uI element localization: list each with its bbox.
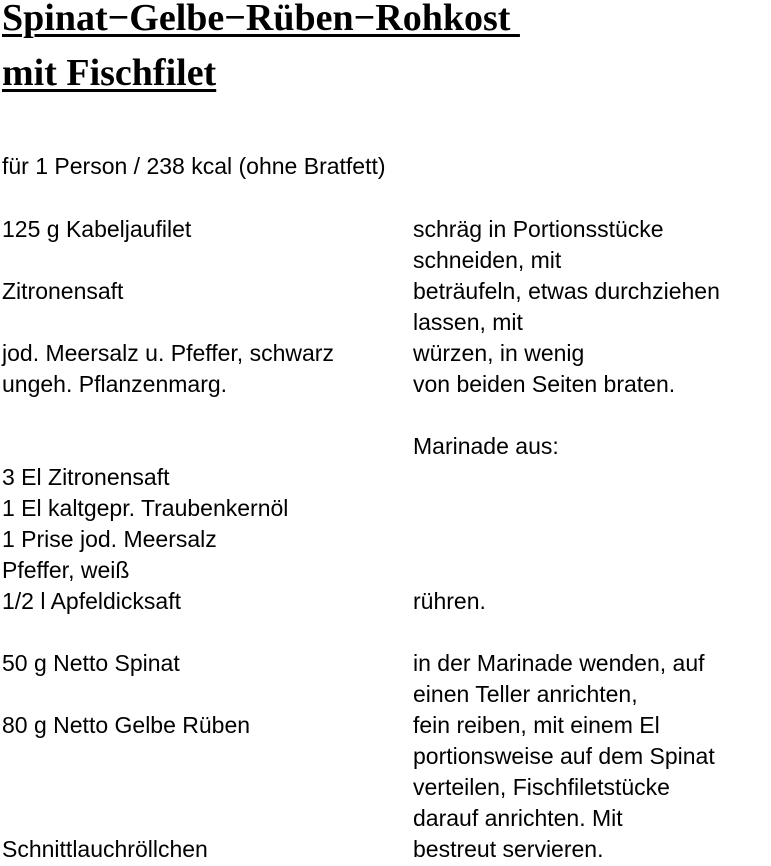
ingredient: jod. Meersalz u. Pfeffer, schwarz [2, 340, 334, 366]
ingredient: 3 El Zitronensaft [2, 464, 170, 490]
ingredient: 80 g Netto Gelbe Rüben [2, 712, 251, 738]
ingredient [0, 431, 413, 462]
instruction [413, 462, 771, 493]
recipe-row [0, 431, 771, 462]
recipe-row [0, 524, 771, 555]
instruction [413, 524, 771, 555]
recipe-row [0, 834, 771, 865]
recipe-row [0, 648, 771, 710]
instruction: in der Marinade wenden, auf einen Teller anrichten, [413, 650, 705, 707]
recipe-row [0, 338, 771, 369]
recipe-row [0, 369, 771, 400]
instruction [413, 493, 771, 524]
instruction: von beiden Seiten braten. [413, 371, 676, 397]
ingredient: 1 Prise jod. Meersalz [2, 526, 217, 552]
recipe-row [0, 276, 771, 338]
ingredient: 125 g Kabeljaufilet [2, 216, 192, 242]
instruction: schräg in Portionsstücke schneiden, mit [413, 216, 664, 273]
instruction: Marinade aus: [413, 433, 559, 459]
ingredient [0, 617, 413, 648]
instruction [413, 400, 771, 431]
ingredient: Zitronensaft [2, 278, 124, 304]
blank-row [0, 617, 771, 648]
recipe-title-line-1: Spinat−Gelbe−Rüben−Rohkost [2, 0, 520, 39]
ingredient: 50 g Netto Spinat [2, 650, 180, 676]
ingredient: 1/2 l Apfeldicksaft [2, 588, 181, 614]
blank-row [0, 400, 771, 431]
recipe-row [0, 710, 771, 834]
recipe-row [0, 555, 771, 586]
recipe-title-line-2: mit Fischfilet [2, 52, 217, 94]
ingredient: Pfeffer, weiß [2, 557, 130, 583]
instruction: rühren. [413, 588, 486, 614]
ingredient: Schnittlauchröllchen [2, 836, 208, 862]
instruction: bestreut servieren. [413, 836, 604, 862]
instruction: beträufeln, etwas durchziehen lassen, mit [413, 278, 720, 335]
recipe-steps [0, 214, 771, 865]
servings-calories: für 1 Person / 238 kcal (ohne Bratfett) [2, 153, 386, 179]
recipe-row [0, 214, 771, 276]
instruction: fein reiben, mit einem El portionsweise auf dem Spinat verteilen, Fischfiletstücke darauf anrichten. Mit [413, 712, 715, 831]
recipe-row [0, 493, 771, 524]
recipe-row [0, 462, 771, 493]
instruction [413, 555, 771, 586]
ingredient: 1 El kaltgepr. Traubenkernöl [2, 495, 289, 521]
instruction: würzen, in wenig [413, 340, 585, 366]
ingredient [0, 400, 413, 431]
ingredient: ungeh. Pflanzenmarg. [2, 371, 228, 397]
recipe-row [0, 586, 771, 617]
instruction [413, 617, 771, 648]
